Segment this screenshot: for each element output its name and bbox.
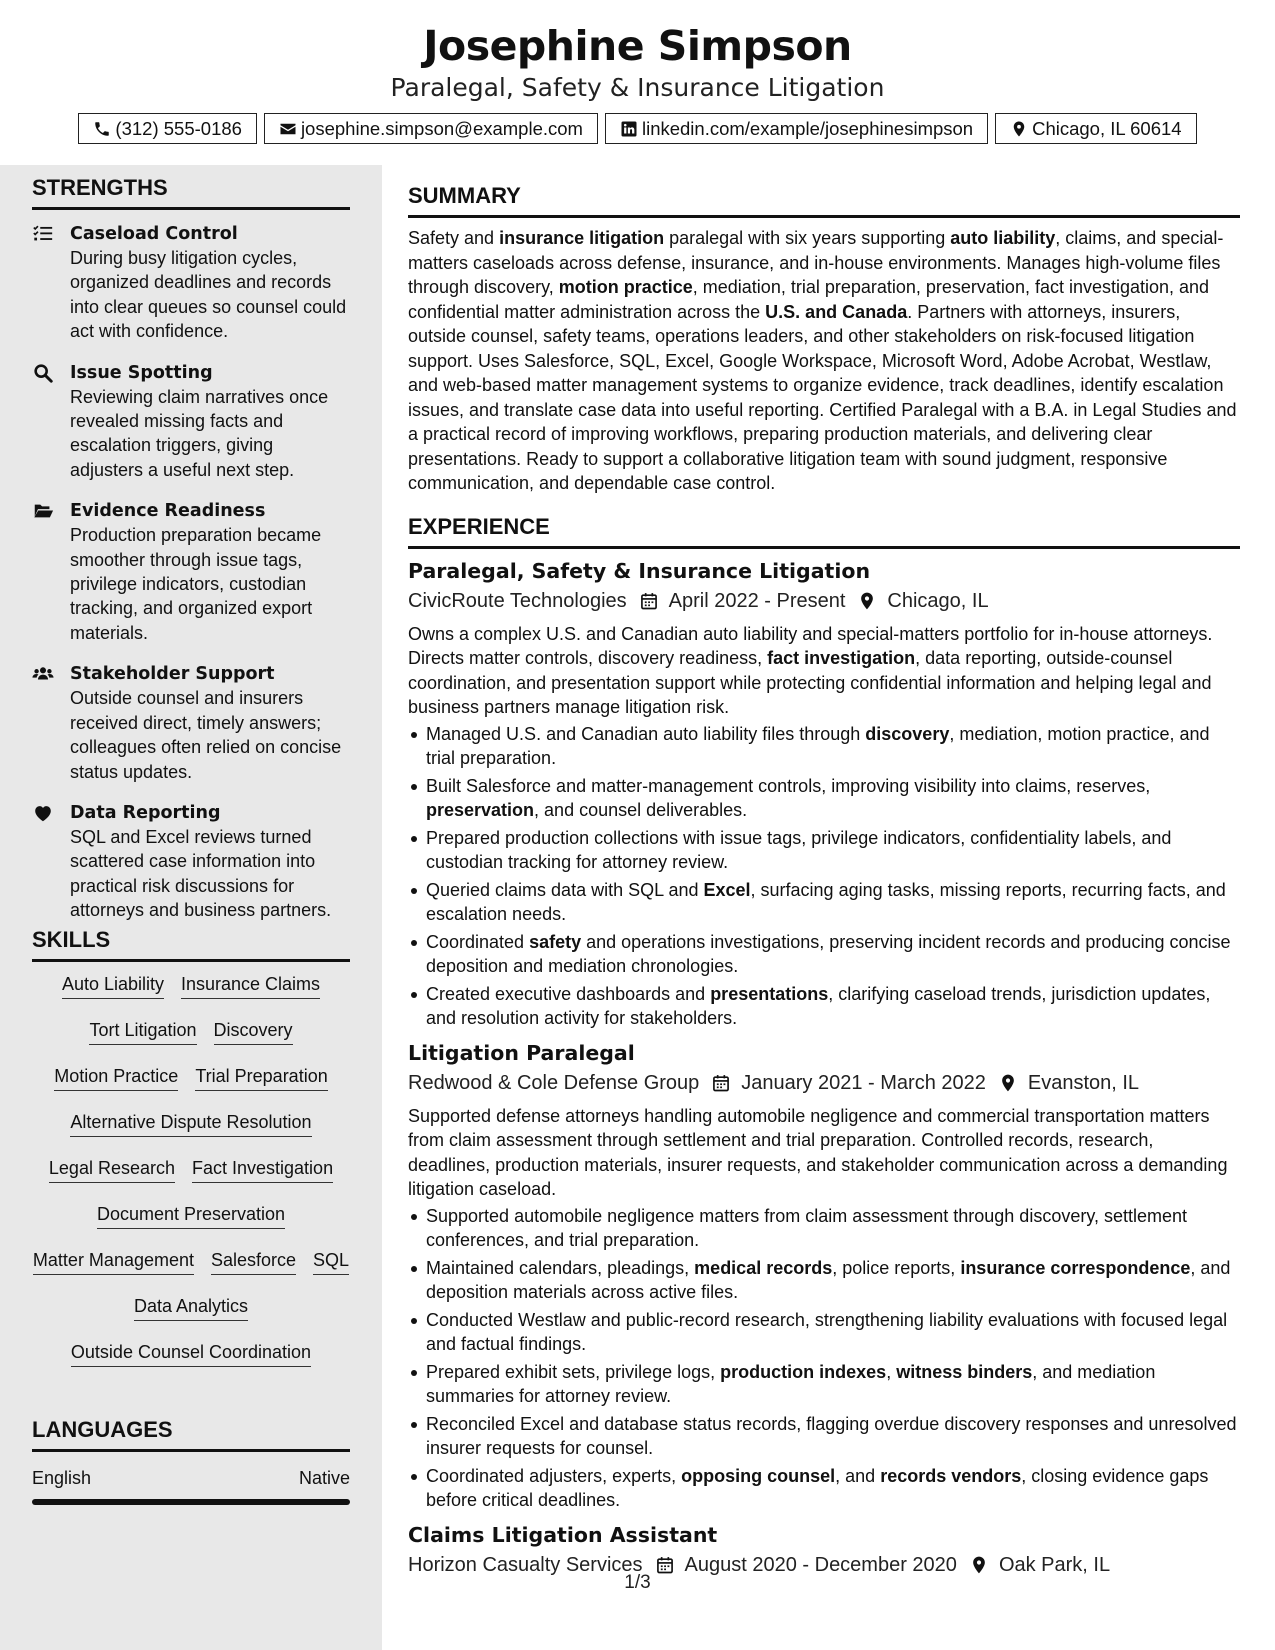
heart-icon (32, 802, 54, 824)
text-run: , mediation, trial preparation, preservation, fact investigation, and confidential matter administration across the (408, 277, 1210, 322)
job-dates: January 2021 - March 2022 (741, 1071, 986, 1094)
text-run: Maintained calendars, pleadings, (426, 1257, 695, 1278)
strength-item (32, 499, 350, 645)
text-run: , and deposition materials across active files. (426, 1257, 1231, 1302)
job-dates: April 2022 - Present (668, 589, 846, 612)
bold-phrase: discovery (865, 723, 950, 744)
strengths-section (32, 175, 350, 940)
bullet-item (408, 1204, 1240, 1253)
skill-tag: Trial Preparation (195, 1064, 327, 1091)
linkedin-icon (620, 120, 642, 138)
contact-linkedin[interactable] (605, 113, 988, 144)
job-company: Redwood & Cole Defense Group (408, 1071, 700, 1094)
bold-phrase: motion practice (558, 277, 693, 297)
skill-tag: Salesforce (211, 1248, 296, 1275)
language-proficiency-bar (32, 1499, 350, 1505)
contact-phone (78, 113, 257, 144)
page-number: 1/3 (624, 1572, 651, 1593)
strength-item (32, 222, 350, 344)
contact-text: Chicago, IL 60614 (1032, 117, 1182, 139)
strength-item (32, 801, 350, 923)
text-run: , claims, and special-matters caseloads across defense, insurance, and in-house environments. Manages high-volume files through discovery, (408, 228, 1224, 297)
bullet-item (408, 774, 1240, 823)
calendar-icon (627, 591, 669, 611)
job-bullets (408, 1204, 1240, 1513)
search-icon (32, 362, 54, 384)
bold-phrase: medical records (694, 1257, 833, 1278)
job-description (408, 1104, 1240, 1202)
text-run: Queried claims data with SQL and (426, 879, 704, 900)
contact-text: josephine.simpson@example.com (300, 117, 583, 139)
job-entry (408, 1039, 1240, 1513)
phone-icon (93, 120, 115, 138)
summary-title: SUMMARY (408, 183, 1240, 218)
job-company: Horizon Casualty Services (408, 1553, 643, 1576)
languages-section (32, 1417, 350, 1505)
bullet-item (408, 1308, 1240, 1357)
strengths-title: STRENGTHS (32, 175, 350, 210)
bold-phrase: fact investigation (767, 648, 916, 668)
job-location: Oak Park, IL (998, 1553, 1111, 1576)
bold-phrase: preservation (426, 800, 535, 820)
job-title: Litigation Paralegal (408, 1040, 635, 1065)
skills-section (32, 927, 350, 1386)
candidate-title: Paralegal, Safety & Insurance Litigation (390, 73, 885, 102)
language-row (32, 1468, 350, 1489)
bullet-item (408, 982, 1240, 1031)
text-run: . Partners with attorneys, insurers, outside counsel, safety teams, operations leaders, and other stakeholders on risk-focused litigation support. Uses Salesforce, SQL, Excel, Google Workspace, Microsoft Word, Adobe Acrobat, Westlaw, and web-based matter management systems to organize evidence, track deadlines, identify escalation issues, and translate case data into useful reporting. Certified Paralegal with a B.A. in Legal Studies and a practical record of improving workflows, preparing production materials, and delivering clear presentations. Ready to support a collaborative litigation team with sound judgment, responsive communication, and dependable case control. (408, 301, 1237, 493)
bullet-item (408, 1412, 1240, 1461)
text-run: , and (835, 1465, 881, 1486)
text-run: and operations investigations, preserving incident records and producing concise deposition and mediation chronologies. (426, 931, 1231, 976)
skill-tag: Insurance Claims (181, 972, 320, 999)
bold-phrase: records vendors (880, 1465, 1022, 1486)
contact-location-pin (995, 113, 1196, 144)
users-icon (32, 663, 54, 685)
skills-title: SKILLS (32, 927, 350, 962)
location-pin-icon (1010, 120, 1032, 138)
main-column (408, 183, 1240, 1579)
text-run: paralegal with six years supporting (664, 228, 951, 248)
skill-tag: Fact Investigation (192, 1156, 333, 1183)
bold-phrase: production indexes (720, 1361, 887, 1382)
text-run: , mediation, motion practice, and trial preparation. (426, 723, 1210, 768)
skills-list (32, 962, 350, 1386)
job-company: CivicRoute Technologies (408, 589, 627, 612)
task-list-icon (32, 223, 54, 245)
text-run: Safety and (408, 228, 500, 248)
calendar-icon (699, 1073, 741, 1093)
location-pin-icon (986, 1073, 1028, 1093)
bullet-item (408, 1464, 1240, 1513)
strength-name: Evidence Readiness (70, 501, 266, 522)
summary-text (408, 226, 1240, 496)
text-run: Supported defense attorneys handling automobile negligence and commercial transportation matters from claim assessment through settlement and trial preparation. Controlled records, research, deadlines, production materials, insurer requests, and stakeholder communication across a demanding litigation caseload. (408, 1105, 1228, 1199)
bold-phrase: opposing counsel (681, 1465, 836, 1486)
job-entry (408, 1521, 1240, 1579)
strength-description: Production preparation became smoother through issue tags, privilege indicators, custodian tracking, and organized export materials. (70, 525, 322, 643)
strength-name: Stakeholder Support (70, 664, 275, 685)
text-run: Managed U.S. and Canadian auto liability files through (426, 723, 866, 744)
strength-description: SQL and Excel reviews turned scattered case information into practical risk discussions for attorneys and business partners. (70, 826, 332, 921)
strength-name: Issue Spotting (70, 362, 213, 383)
skill-tag: Legal Research (49, 1156, 175, 1183)
bullet-item (408, 878, 1240, 927)
skill-tag: Data Analytics (134, 1294, 248, 1321)
bold-phrase: Excel (703, 879, 751, 900)
bullet-item (408, 930, 1240, 979)
strength-description: Outside counsel and insurers received direct, timely answers; colleagues often relied on concise status updates. (70, 688, 342, 782)
bold-phrase: safety (529, 931, 582, 952)
folder-open-icon (32, 500, 54, 522)
language-name: English (32, 1468, 92, 1488)
contact-text: (312) 555-0186 (115, 117, 242, 139)
job-title: Claims Litigation Assistant (408, 1522, 718, 1547)
skill-tag: Matter Management (33, 1248, 194, 1275)
job-dates: August 2020 - December 2020 (684, 1553, 957, 1576)
bold-phrase: witness binders (896, 1361, 1033, 1382)
experience-list (408, 557, 1240, 1579)
strength-name: Data Reporting (70, 802, 221, 823)
text-run: Owns a complex U.S. and Canadian auto liability and special-matters portfolio for in-house attorneys. Directs matter controls, discovery readiness, (408, 623, 1213, 668)
bold-phrase: U.S. and Canada (765, 301, 908, 322)
skill-tag: Alternative Dispute Resolution (70, 1110, 311, 1137)
bold-phrase: presentations (710, 983, 829, 1004)
strengths-list (32, 222, 350, 923)
skill-tag: Tort Litigation (89, 1018, 196, 1045)
text-run: , police reports, (832, 1257, 961, 1278)
text-run: Conducted Westlaw and public-record research, strengthening liability evaluations with focused legal and factual findings. (426, 1309, 1228, 1354)
bullet-item (408, 1256, 1240, 1305)
text-run: Prepared exhibit sets, privilege logs, (426, 1361, 721, 1382)
skill-tag: Document Preservation (97, 1202, 285, 1229)
job-location: Chicago, IL (887, 589, 989, 612)
text-run: Prepared production collections with issue tags, privilege indicators, confidentiality labels, and custodian tracking for attorney review. (426, 827, 1172, 872)
text-run: , clarifying caseload trends, jurisdiction updates, and resolution activity for stakeholders. (426, 983, 1211, 1028)
text-run: Reconciled Excel and database status records, flagging overdue discovery responses and unresolved insurer requests for counsel. (426, 1413, 1237, 1458)
bold-phrase: auto liability (950, 228, 1056, 248)
text-run: Built Salesforce and matter-management controls, improving visibility into claims, reserves, (426, 775, 1151, 796)
languages-list (32, 1468, 350, 1505)
text-run: Coordinated (426, 931, 530, 952)
job-meta (408, 587, 1240, 615)
job-bullets (408, 722, 1240, 1031)
text-run: Created executive dashboards and (426, 983, 711, 1004)
contact-text: linkedin.com/example/josephinesimpson (641, 117, 974, 139)
text-run: , closing evidence gaps before critical deadlines. (426, 1465, 1209, 1510)
job-entry (408, 557, 1240, 1031)
text-run: , and mediation summaries for attorney review. (426, 1361, 1156, 1406)
language-level: Native (298, 1468, 350, 1488)
skill-tag: Motion Practice (54, 1064, 178, 1091)
bold-phrase: insurance litigation (499, 228, 665, 248)
text-run: , (886, 1361, 897, 1382)
text-run: , and counsel deliverables. (534, 800, 748, 820)
experience-title: EXPERIENCE (408, 514, 1240, 549)
strength-name: Caseload Control (70, 224, 238, 244)
strength-item (32, 361, 350, 483)
bullet-item (408, 1360, 1240, 1409)
strength-description: Reviewing claim narratives once revealed missing facts and escalation triggers, giving adjusters a useful next step. (70, 386, 329, 480)
skill-tag: Auto Liability (62, 972, 164, 999)
skill-tag: SQL (313, 1248, 349, 1275)
job-description (408, 622, 1240, 720)
location-pin-icon (845, 591, 887, 611)
job-location: Evanston, IL (1027, 1071, 1140, 1094)
contact-envelope[interactable] (264, 113, 598, 144)
strength-item (32, 662, 350, 784)
job-title: Paralegal, Safety & Insurance Litigation (408, 558, 871, 583)
bullet-item (408, 722, 1240, 771)
strength-description: During busy litigation cycles, organized deadlines and records into clear queues so counsel could act with confidence. (70, 248, 347, 342)
sidebar (0, 165, 382, 1650)
bold-phrase: insurance correspondence (960, 1257, 1191, 1278)
envelope-icon (279, 120, 301, 138)
text-run: , data reporting, outside-counsel coordination, and presentation support while protecting confidential information and helping legal and business partners manage litigation risk. (408, 648, 1212, 717)
candidate-name: Josephine Simpson (423, 22, 852, 70)
bullet-item (408, 826, 1240, 875)
text-run: , surfacing aging tasks, missing reports, recurring facts, and escalation needs. (426, 879, 1226, 924)
skill-tag: Discovery (214, 1018, 293, 1045)
contact-bar (0, 113, 1275, 144)
languages-title: LANGUAGES (32, 1417, 350, 1452)
skill-tag: Outside Counsel Coordination (71, 1340, 311, 1367)
text-run: Coordinated adjusters, experts, (426, 1465, 682, 1486)
job-meta (408, 1069, 1240, 1097)
text-run: Supported automobile negligence matters from claim assessment through discovery, settlement conferences, and trial preparation. (426, 1205, 1188, 1250)
